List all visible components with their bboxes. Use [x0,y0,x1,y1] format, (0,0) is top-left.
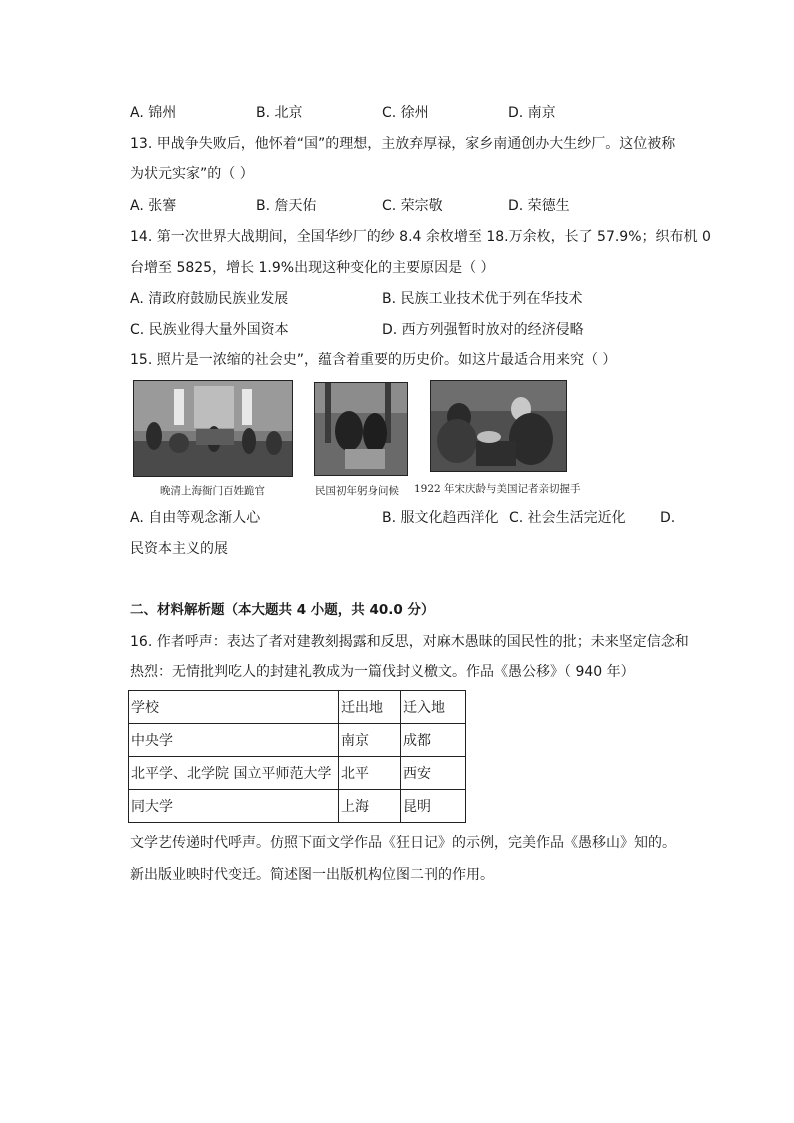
caption-photo-2: 民国初年躬身问候 [315,485,399,497]
photo-early-republic-bow [314,382,408,476]
q14-option-b: B. 民族工业技术优于列在华技术 [382,291,583,307]
q12-option-a: A. 锦州 [130,105,177,121]
q15-option-b: B. 服文化趋西洋化 [382,510,499,526]
q13-option-b: B. 詹天佑 [256,198,317,214]
q14-option-d: D. 西方列强暂时放对的经济侵略 [382,322,584,338]
q13-option-c: C. 荣宗敬 [382,198,443,214]
q15-option-a: A. 自由等观念渐人心 [130,510,261,526]
q13-stem-line1: 13. 甲战争失败后，他怀着“国”的理想，主放弃厚禄，家乡南通创办大生纱厂。这位被称 [130,136,676,152]
q12-option-d: D. 南京 [508,105,556,121]
cell-origin: 北平 [339,757,401,790]
photo-soong-handshake [430,380,567,472]
photo-qing-kneeling [133,380,293,477]
cell-origin: 上海 [339,790,401,823]
q14-stem-line1: 14. 第一次世界大战期间，全国华纱厂的纱 8.4 余枚增至 18.万余枚，长了 57.9%；织布机 0 [130,229,711,245]
table-header-row [129,691,466,724]
q15-option-d-continuation: 民资本主义的展 [130,541,228,557]
q14-stem-line2: 台增至 5825，增长 1.9%出现这种变化的主要原因是（ ） [130,260,495,276]
table-row [129,724,466,757]
cell-destination: 西安 [401,757,466,790]
cell-destination: 昆明 [401,790,466,823]
q16-stem-line4: 新出版业映时代变迁。简述图一出版机构位图二刊的作用。 [130,867,494,883]
cell-school: 北平学、北学院 国立平师范大学 [129,757,339,790]
q16-stem-line1: 16. 作者呼声：表达了者对建教刻揭露和反思，对麻木愚昧的国民性的批；未来坚定信念和 [130,634,689,650]
header-origin: 迁出地 [339,691,401,724]
q14-option-c: C. 民族业得大量外国资本 [130,322,289,338]
q13-option-a: A. 张謇 [130,198,177,214]
q14-option-a: A. 清政府鼓励民族业发展 [130,291,289,307]
q15-stem: 15. 照片是一浓缩的社会史”，蕴含着重要的历史价。如这片最适合用来究（ ） [130,352,617,368]
q16-stem-line3: 文学艺传递时代呼声。仿照下面文学作品《狂日记》的示例，完美作品《愚移山》知的。 [130,835,676,851]
caption-photo-1: 晚清上海衙门百姓跪官 [160,485,265,497]
header-school: 学校 [129,691,339,724]
table-row [129,790,466,823]
q13-option-d: D. 荣德生 [508,198,570,214]
table-row [129,757,466,790]
q16-stem-line2: 热烈：无情批判吃人的封建礼教成为一篇伐封义檄文。作品《愚公移》（ 940 年） [130,664,635,680]
university-relocation-table [128,690,466,823]
cell-origin: 南京 [339,724,401,757]
q15-option-c: C. 社会生活完近化 [509,510,626,526]
cell-school: 中央学 [129,724,339,757]
section-title: 二、材料解析题（本大题共 4 小题，共 40.0 分） [130,602,435,618]
caption-photo-3: 1922 年宋庆龄与美国记者亲切握手 [414,483,581,495]
header-destination: 迁入地 [401,691,466,724]
cell-destination: 成都 [401,724,466,757]
q12-option-c: C. 徐州 [382,105,429,121]
cell-school: 同大学 [129,790,339,823]
q13-stem-line2: 为状元实家”的（ ） [130,166,254,182]
q12-option-b: B. 北京 [256,105,303,121]
q15-option-d: D. [660,510,676,526]
